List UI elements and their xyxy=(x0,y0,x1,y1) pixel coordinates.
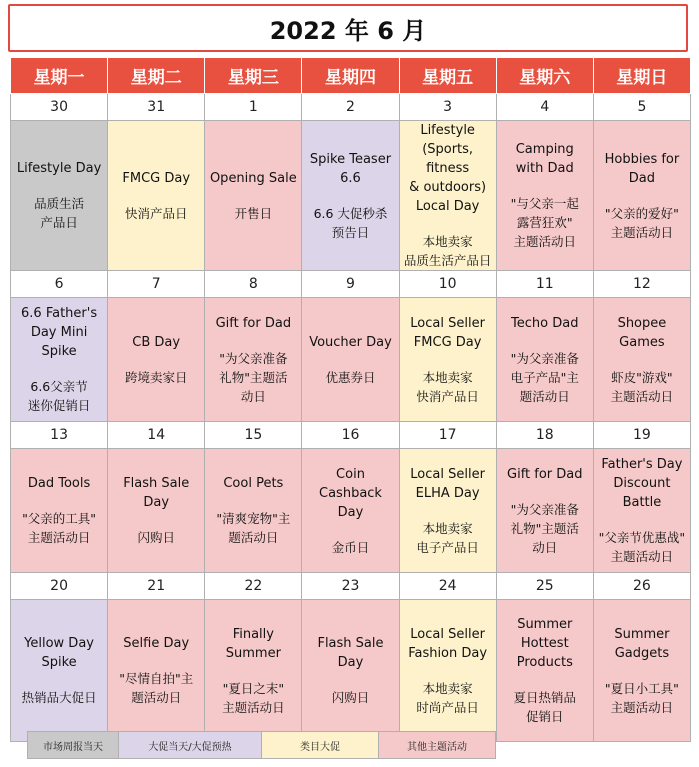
event-name-zh: 闪购日 xyxy=(137,530,175,545)
event-cell xyxy=(593,298,690,422)
event-name-en: Father's Day Discount Battle xyxy=(601,457,683,510)
event-name-en: Yellow Day Spike xyxy=(24,636,94,670)
event-name-zh: "与父亲一起 露营狂欢" 主题活动日 xyxy=(510,196,579,249)
date-cell: 12 xyxy=(593,271,690,298)
event-cell xyxy=(11,600,108,742)
event-name-en: Spike Teaser 6.6 xyxy=(309,151,392,186)
date-cell: 23 xyxy=(302,573,399,600)
event-cell xyxy=(11,449,108,573)
event-name-en: Gift for Dad xyxy=(215,315,292,331)
event-name-zh: "为父亲准备 礼物"主题活 动日 xyxy=(510,501,579,555)
date-cell: 31 xyxy=(108,94,205,121)
event-cell xyxy=(11,298,108,422)
weekday-sun: 星期日 xyxy=(593,58,690,94)
event-name-en: Camping with Dad xyxy=(515,142,574,176)
date-cell: 14 xyxy=(108,422,205,449)
date-cell: 5 xyxy=(593,94,690,121)
event-cell xyxy=(205,600,302,742)
date-cell: 3 xyxy=(399,94,496,121)
event-name-en: Summer Hottest Products xyxy=(516,617,573,670)
event-name-en: Flash Sale Day xyxy=(123,476,190,510)
legend-label: 其他主题活动 xyxy=(407,741,467,753)
event-name-en: Opening Sale xyxy=(209,170,297,186)
event-row xyxy=(11,449,691,573)
event-name-en: FMCG Day xyxy=(122,170,191,186)
event-name-en: 6.6 Father's Day Mini Spike xyxy=(21,306,98,359)
event-name-zh: "尽情自拍"主 题活动日 xyxy=(119,671,194,705)
event-cell xyxy=(496,449,593,573)
event-name-en: Summer Gadgets xyxy=(614,626,670,661)
calendar-title: 2022 年 6 月 xyxy=(8,4,688,52)
date-cell: 26 xyxy=(593,573,690,600)
event-cell xyxy=(399,600,496,742)
date-cell: 13 xyxy=(11,422,108,449)
event-name-en: CB Day xyxy=(132,334,181,350)
date-cell: 24 xyxy=(399,573,496,600)
legend-item-category-sale xyxy=(262,732,379,758)
date-cell: 22 xyxy=(205,573,302,600)
legend-item-mega-sale xyxy=(119,732,262,758)
date-row xyxy=(11,422,691,449)
event-row xyxy=(11,298,691,422)
date-row xyxy=(11,94,691,121)
date-cell: 9 xyxy=(302,271,399,298)
event-name-en: Lifestyle Day xyxy=(16,161,102,176)
weekday-sat: 星期六 xyxy=(496,58,593,94)
event-name-en: Cool Pets xyxy=(223,476,284,491)
event-cell xyxy=(205,449,302,573)
event-row xyxy=(11,600,691,742)
event-cell xyxy=(11,121,108,271)
date-cell: 6 xyxy=(11,271,108,298)
date-row xyxy=(11,573,691,600)
event-cell xyxy=(593,449,690,573)
event-name-en: Gift for Dad xyxy=(507,466,583,482)
event-name-zh: 本地卖家 时尚产品日 xyxy=(416,680,479,715)
event-name-en: Shopee Games xyxy=(617,315,667,350)
event-cell xyxy=(205,121,302,271)
weekday-thu: 星期四 xyxy=(302,58,399,94)
event-cell xyxy=(302,298,399,422)
event-cell xyxy=(496,298,593,422)
event-cell xyxy=(399,121,496,271)
event-name-en: Lifestyle (Sports, fitness & outdoors) Local Day xyxy=(409,123,487,214)
event-name-zh: 闪购日 xyxy=(331,690,370,705)
event-cell xyxy=(399,449,496,573)
weekday-wed: 星期三 xyxy=(205,58,302,94)
event-name-en: Dad Tools xyxy=(27,476,91,491)
event-cell xyxy=(108,600,205,742)
event-cell xyxy=(399,298,496,422)
legend-label: 大促当天/大促预热 xyxy=(148,741,232,753)
event-name-zh: "父亲的工具" 主题活动日 xyxy=(22,511,97,545)
event-cell xyxy=(108,121,205,271)
event-name-zh: "为父亲准备 礼物"主题活 动日 xyxy=(219,350,288,404)
event-name-zh: 本地卖家 电子产品日 xyxy=(416,520,479,555)
event-cell xyxy=(108,449,205,573)
event-name-en: Hobbies for Dad xyxy=(604,151,680,186)
date-cell: 19 xyxy=(593,422,690,449)
event-name-zh: 6.6父亲节 迷你促销日 xyxy=(27,379,91,413)
event-name-zh: 6.6 大促秒杀 预告日 xyxy=(313,205,388,240)
event-name-zh: "夏日小工具" 主题活动日 xyxy=(604,680,679,715)
legend-item-market-weekly xyxy=(28,732,119,758)
event-name-en: Local Seller Fashion Day xyxy=(408,626,488,661)
event-name-zh: 虾皮"游戏" 主题活动日 xyxy=(610,369,674,404)
date-cell: 18 xyxy=(496,422,593,449)
event-name-zh: 金币日 xyxy=(331,539,370,555)
event-cell xyxy=(302,600,399,742)
event-name-en: Voucher Day xyxy=(309,334,392,350)
date-row xyxy=(11,271,691,298)
event-name-en: Local Seller ELHA Day xyxy=(410,466,485,501)
date-cell: 1 xyxy=(205,94,302,121)
date-cell: 10 xyxy=(399,271,496,298)
event-name-zh: "清爽宠物"主 题活动日 xyxy=(216,511,291,545)
legend xyxy=(27,731,496,759)
date-cell: 15 xyxy=(205,422,302,449)
event-name-zh: 跨境卖家日 xyxy=(124,369,188,385)
date-cell: 7 xyxy=(108,271,205,298)
event-cell xyxy=(496,121,593,271)
event-cell xyxy=(593,600,690,742)
legend-label: 类目大促 xyxy=(300,741,340,753)
event-cell xyxy=(108,298,205,422)
date-cell: 16 xyxy=(302,422,399,449)
event-cell xyxy=(496,600,593,742)
event-name-zh: 本地卖家 品质生活产品日 xyxy=(403,234,492,268)
event-name-zh: 热销品大促日 xyxy=(21,690,97,705)
date-cell: 8 xyxy=(205,271,302,298)
event-name-en: Techo Dad xyxy=(511,315,579,331)
date-cell: 20 xyxy=(11,573,108,600)
date-cell: 2 xyxy=(302,94,399,121)
date-cell: 25 xyxy=(496,573,593,600)
event-row xyxy=(11,121,691,271)
event-name-en: Flash Sale Day xyxy=(317,636,384,670)
event-name-zh: 品质生活 产品日 xyxy=(34,196,85,230)
event-cell xyxy=(302,121,399,271)
date-cell: 30 xyxy=(11,94,108,121)
event-name-zh: "为父亲准备 电子产品"主 题活动日 xyxy=(510,350,579,404)
weekday-fri: 星期五 xyxy=(399,58,496,94)
event-name-zh: "夏日之末" 主题活动日 xyxy=(222,680,285,715)
event-name-zh: "父亲节优惠战" 主题活动日 xyxy=(598,530,686,564)
event-name-en: Selfie Day xyxy=(123,636,190,651)
event-name-zh: 夏日热销品 促销日 xyxy=(513,690,577,724)
event-name-en: Local Seller FMCG Day xyxy=(410,315,485,350)
event-cell xyxy=(593,121,690,271)
date-cell: 21 xyxy=(108,573,205,600)
weekday-tue: 星期二 xyxy=(108,58,205,94)
event-name-zh: 快消产品日 xyxy=(124,205,188,221)
weekday-header-row xyxy=(11,58,691,94)
legend-item-other-theme xyxy=(379,732,495,758)
event-name-en: Coin Cashback Day xyxy=(319,466,382,520)
date-cell: 4 xyxy=(496,94,593,121)
event-name-zh: 开售日 xyxy=(234,205,273,221)
event-name-zh: 优惠券日 xyxy=(325,369,376,385)
event-name-zh: 本地卖家 快消产品日 xyxy=(416,369,479,404)
event-name-en: Finally Summer xyxy=(225,626,281,661)
legend-label: 市场周报当天 xyxy=(43,741,103,753)
event-cell xyxy=(205,298,302,422)
calendar-grid xyxy=(10,57,691,742)
weekday-mon: 星期一 xyxy=(11,58,108,94)
date-cell: 11 xyxy=(496,271,593,298)
date-cell: 17 xyxy=(399,422,496,449)
event-cell xyxy=(302,449,399,573)
event-name-zh: "父亲的爱好" 主题活动日 xyxy=(604,205,679,240)
